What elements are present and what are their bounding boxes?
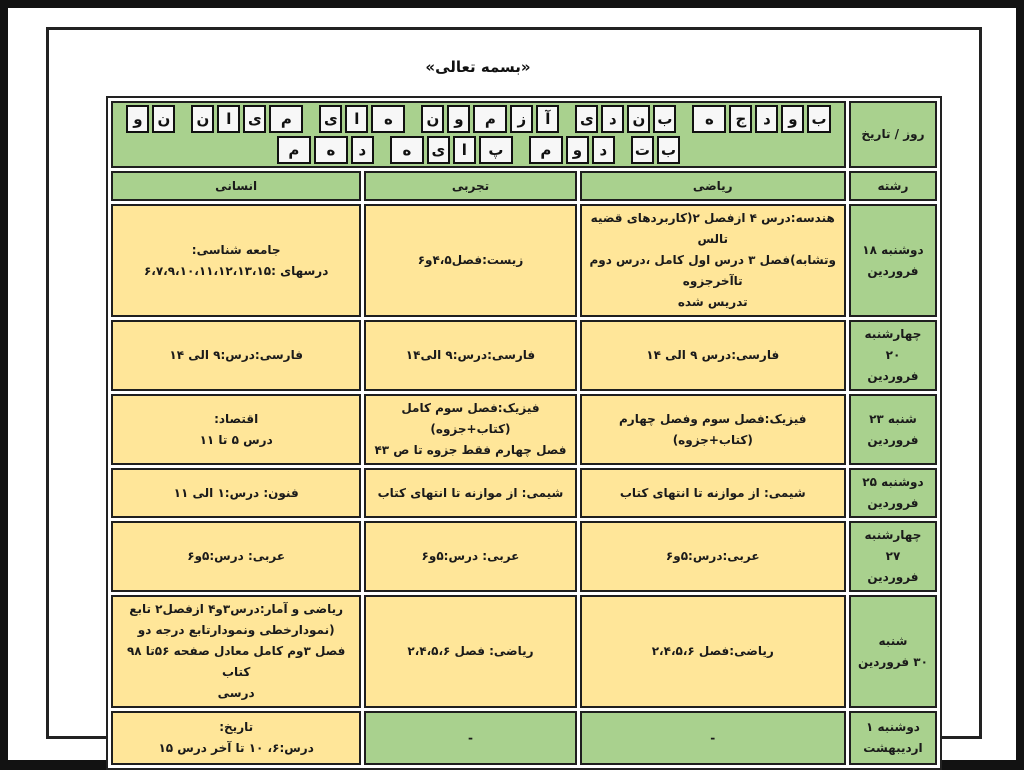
cell-riazi-line: عربی:درس:۵و۶ <box>665 549 760 563</box>
date-cell-line: فروردین <box>867 432 919 447</box>
date-cell-line: دوشنبه ۱ <box>865 720 920 734</box>
cell-ensani-line: درسی <box>217 686 255 700</box>
title-letter: ه <box>371 105 405 133</box>
cell-ensani-line: جامعه شناسی: <box>191 242 281 257</box>
cell-ensani-line: اقتصاد: <box>214 411 259 426</box>
date-cell <box>849 204 937 317</box>
table-row <box>111 711 937 765</box>
date-cell <box>849 320 937 391</box>
cell-ensani-line: درس:۶، ۱۰ تا آخر درس ۱۵ <box>158 741 314 755</box>
cell-tajrobi <box>364 394 576 465</box>
table-row <box>111 394 937 465</box>
title-letter: ج <box>729 105 752 133</box>
cell-tajrobi-line: فیزیک:فصل سوم کامل (کتاب+جزوه) <box>401 401 540 436</box>
row-header-label: رشته <box>849 171 937 201</box>
title-letter: ت <box>631 136 654 164</box>
title-letter: پ <box>479 136 513 164</box>
cell-ensani <box>111 521 361 592</box>
title-letter <box>377 136 387 160</box>
cell-riazi <box>580 468 846 518</box>
title-letter: د <box>351 136 374 164</box>
cell-ensani-line: عربی: درس:۵و۶ <box>187 549 286 563</box>
cell-riazi-line: ریاضی:فصل ۲،۴،۵،۶ <box>651 644 774 658</box>
title-letter <box>516 136 526 160</box>
title-letter: ن <box>191 105 214 133</box>
cell-tajrobi-line: عربی: درس:۵و۶ <box>421 549 520 563</box>
title-letter: ا <box>453 136 476 164</box>
title-letter: آ <box>536 105 559 133</box>
title-letter: و <box>126 105 149 133</box>
cell-riazi-line: وتشابه)فصل ۳ درس اول کامل ،درس دوم تاآخرجزوه <box>589 253 837 288</box>
table-title <box>111 101 846 168</box>
title-letter <box>562 105 572 129</box>
cell-tajrobi <box>364 204 576 317</box>
title-letter: ب <box>653 105 676 133</box>
date-cell-line: چهارشنبه ۲۷ <box>864 528 922 563</box>
column-header-row <box>111 171 937 201</box>
title-letter: ه <box>692 105 726 133</box>
title-letter: ه <box>314 136 348 164</box>
table-row <box>111 320 937 391</box>
title-letter: د <box>755 105 778 133</box>
cell-riazi-line: هندسه:درس ۴ ازفصل ۲(کاربردهای قضیه تالس <box>590 211 835 246</box>
schedule-table <box>106 96 942 770</box>
cell-tajrobi-line: فارسی:درس:۹ الی۱۴ <box>405 348 536 362</box>
cell-riazi <box>580 521 846 592</box>
cell-ensani-line: درس ۵ تا ۱۱ <box>199 432 273 447</box>
cell-riazi <box>580 595 846 708</box>
title-row <box>111 101 937 168</box>
cell-ensani <box>111 204 361 317</box>
cell-tajrobi <box>364 320 576 391</box>
title-letter: ا <box>345 105 368 133</box>
document-sheet <box>8 8 1016 760</box>
title-letter: ن <box>421 105 444 133</box>
cell-tajrobi-line: زیست:فصل۴،۵و۶ <box>417 253 524 267</box>
cell-ensani-line: تاریخ: <box>219 720 254 734</box>
date-cell <box>849 521 937 592</box>
title-letter: ی <box>243 105 266 133</box>
cell-ensani <box>111 394 361 465</box>
cell-ensani <box>111 468 361 518</box>
date-cell-line: فروردین <box>867 570 919 584</box>
title-letter: ب <box>807 105 830 133</box>
cell-ensani <box>111 595 361 708</box>
date-cell-line: ۳۰ فروردین <box>857 654 928 669</box>
date-cell-line: اردیبهشت <box>863 741 923 755</box>
title-letter <box>306 105 316 129</box>
cell-ensani-line: (نمودارخطی ونمودارتابع درجه دو <box>137 623 335 637</box>
title-letter <box>679 105 689 129</box>
schedule-body <box>111 204 937 765</box>
column-header-ensani: انسانی <box>111 171 361 201</box>
cell-tajrobi <box>364 468 576 518</box>
cell-ensani <box>111 711 361 765</box>
cell-riazi <box>580 711 846 765</box>
title-letter: ی <box>575 105 598 133</box>
column-header-riazi: ریاضی <box>580 171 846 201</box>
title-letter: م <box>269 105 303 133</box>
title-letter: ن <box>152 105 175 133</box>
title-letter: ز <box>510 105 533 133</box>
date-cell-line: فروردین <box>867 263 919 278</box>
date-cell-line: شنبه <box>878 633 908 648</box>
title-letter: ن <box>627 105 650 133</box>
cell-riazi <box>580 320 846 391</box>
corner-header: روز / تاریخ <box>849 101 937 168</box>
title-letter: م <box>473 105 507 133</box>
table-row <box>111 204 937 317</box>
date-cell-line: فروردین <box>867 369 919 383</box>
column-header-tajrobi: تجربی <box>364 171 576 201</box>
title-letter: ی <box>427 136 450 164</box>
cell-ensani-line: فارسی:درس:۹ الی ۱۴ <box>169 348 303 362</box>
date-cell <box>849 394 937 465</box>
cell-tajrobi-line: فصل چهارم فقط جزوه تا ص ۴۳ <box>374 443 567 457</box>
cell-ensani-line: فنون: درس:۱ الی ۱۱ <box>173 485 299 500</box>
table-title-glyphs <box>119 105 838 164</box>
date-cell <box>849 595 937 708</box>
cell-riazi-line: فیزیک:فصل سوم وفصل چهارم (کتاب+جزوه) <box>619 411 807 447</box>
title-letter: م <box>529 136 563 164</box>
date-cell-line: دوشنبه ۲۵ <box>862 475 924 489</box>
cell-tajrobi <box>364 711 576 765</box>
date-cell-line: شنبه ۲۳ <box>869 411 917 426</box>
title-letter: ی <box>319 105 342 133</box>
cell-riazi-line: - <box>710 730 716 745</box>
cell-tajrobi-line: شیمی: از موازنه تا انتهای کتاب <box>377 485 564 500</box>
date-cell <box>849 468 937 518</box>
title-letter: ب <box>657 136 680 164</box>
cell-ensani-line: فصل ۳وم کامل معادل صفحه ۵۶تا ۹۸ کتاب <box>126 644 346 679</box>
cell-riazi <box>580 394 846 465</box>
cell-riazi-line: فارسی:درس ۹ الی ۱۴ <box>646 348 780 362</box>
title-letter <box>178 105 188 129</box>
title-letter <box>408 105 418 129</box>
table-row <box>111 468 937 518</box>
table-row <box>111 595 937 708</box>
page-heading: «بسمه تعالی» <box>425 58 531 76</box>
date-cell-line: فروردین <box>867 496 919 510</box>
cell-tajrobi-line: ریاضی: فصل ۲،۴،۵،۶ <box>407 644 534 658</box>
cell-ensani <box>111 320 361 391</box>
cell-riazi <box>580 204 846 317</box>
title-letter: و <box>447 105 470 133</box>
cell-riazi-line: تدریس شده <box>677 295 748 309</box>
title-letter: م <box>277 136 311 164</box>
cell-ensani-line: درسهای :۶،۷،۹،۱۰،۱۱،۱۲،۱۳،۱۵ <box>143 263 329 278</box>
cell-tajrobi <box>364 595 576 708</box>
cell-tajrobi-line: - <box>467 730 473 745</box>
cell-riazi-line: شیمی: از موازنه تا انتهای کتاب <box>619 485 806 500</box>
title-letter: د <box>592 136 615 164</box>
title-letter: ه <box>390 136 424 164</box>
date-cell-line: چهارشنبه ۲۰ <box>864 327 922 362</box>
title-letter <box>618 136 628 160</box>
cell-tajrobi <box>364 521 576 592</box>
date-cell <box>849 711 937 765</box>
date-cell-line: دوشنبه ۱۸ <box>862 242 924 257</box>
title-letter: و <box>781 105 804 133</box>
title-letter: د <box>601 105 624 133</box>
table-row <box>111 521 937 592</box>
title-letter: و <box>566 136 589 164</box>
cell-ensani-line: ریاضی و آمار:درس۳و۴ ازفصل۲ تابع <box>129 602 344 616</box>
title-letter: ا <box>217 105 240 133</box>
